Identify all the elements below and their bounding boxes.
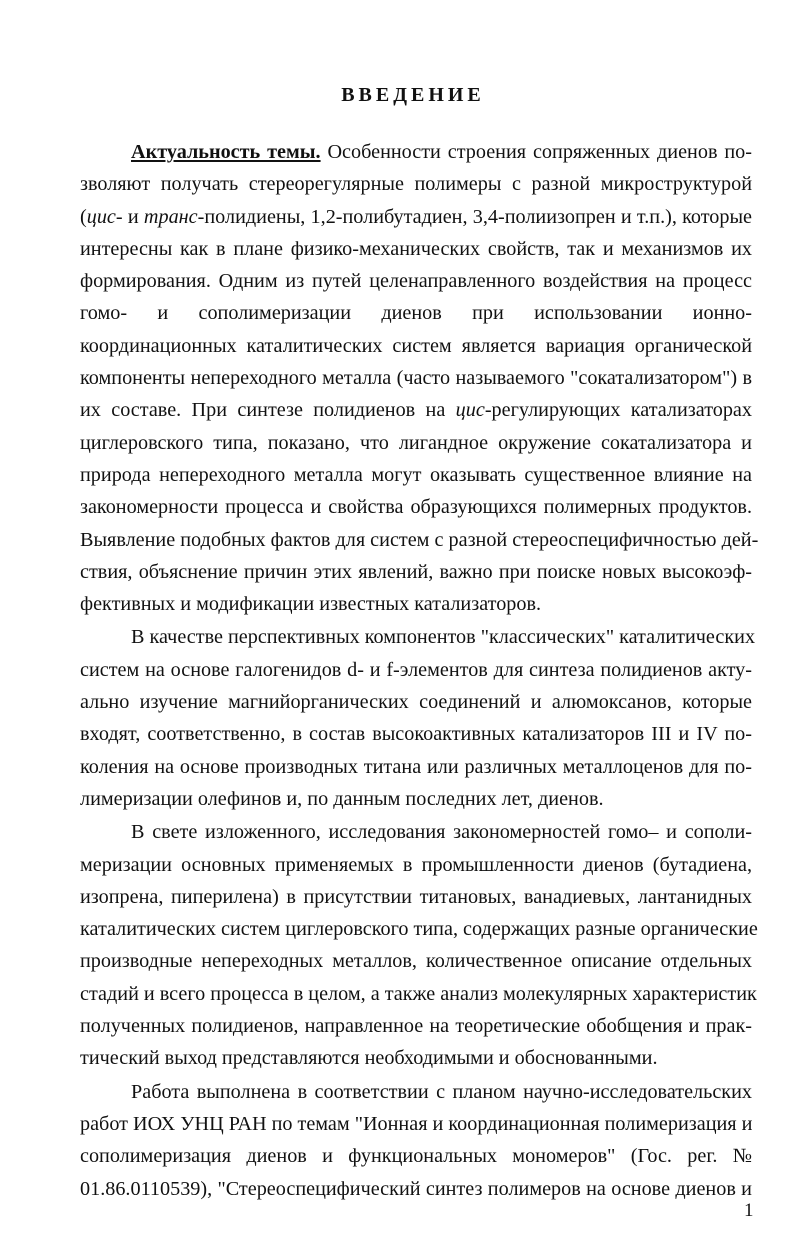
text-segment: компоненты непереходного металла (часто называемого "сокатализатором") в (80, 367, 752, 390)
text-line (80, 362, 752, 394)
text-segment: В качестве перспективных компонентов "классических" каталитических (131, 626, 756, 649)
page-number: 1 (744, 1200, 754, 1221)
text-segment: коления на основе производных титана или различных металлоценов для по- (80, 755, 752, 778)
text-line (80, 297, 752, 329)
text-segment: ствия, объяснение причин этих явлений, важно при поиске новых высокоэф- (80, 560, 752, 583)
text-segment: циглеровского типа, показано, что лигандное окружение сокатализатора и (80, 431, 752, 454)
text-line (80, 913, 758, 945)
text-line (80, 621, 756, 653)
text-segment: стадий и всего процесса в целом, а также анализ молекулярных характеристик (80, 982, 757, 1005)
text-segment: входят, соответственно, в состав высокоактивных катализаторов III и IV по- (80, 723, 752, 746)
text-line (80, 491, 752, 523)
text-line (80, 556, 752, 588)
text-line (80, 654, 752, 686)
section-heading: Актуальность темы. (131, 141, 321, 163)
text-segment: Работа выполнена в соответствии с планом научно-исследовательских (131, 1080, 752, 1103)
text-line (80, 1076, 752, 1108)
text-segment: природа непереходного металла могут оказывать существенное влияние на (80, 463, 752, 486)
text-segment: В свете изложенного, исследования закономерностей гомо– и сополи- (131, 821, 752, 844)
text-segment: меризации основных применяемых в промышленности диенов (бутадиена, (80, 853, 752, 876)
text-segment: производные непереходных металлов, количественное описание отдельных (80, 950, 752, 973)
text-line (80, 524, 759, 556)
text-segment: 01.86.0110539), "Стереоспецифический синтез полимеров на основе диенов и (80, 1177, 752, 1200)
text-segment: каталитических систем циглеровского типа, содержащих разные органические (80, 918, 758, 941)
italic-term: транс- (143, 205, 205, 228)
italic-term: цис (455, 399, 485, 422)
text-line (80, 1108, 752, 1140)
text-line (80, 783, 752, 815)
text-line (80, 330, 752, 362)
italic-term: цис- (86, 205, 123, 228)
text-line (80, 588, 752, 620)
text-segment: гомо- и сополимеризации диенов при использовании ионно- (80, 302, 752, 325)
text-line (80, 394, 752, 426)
text-line (80, 1042, 752, 1074)
text-segment: координационных каталитических систем является вариация органической (80, 334, 752, 357)
text-segment: полидиены, 1,2-полибутадиен, 3,4-полиизопрен и т.п.), которые (204, 205, 752, 228)
text-segment: фективных и модификации известных катализаторов. (80, 593, 542, 616)
text-line (80, 751, 752, 783)
paragraph (80, 816, 758, 1074)
text-segment: ( (80, 205, 87, 228)
paragraph (80, 1076, 752, 1205)
text-segment: интересны как в плане физико-механических свойств, так и механизмов их (80, 237, 752, 260)
text-segment: лимеризации олефинов и, по данным последних лет, диенов. (80, 787, 604, 810)
text-line (80, 945, 752, 977)
paragraph (80, 136, 759, 620)
text-segment: тический выход представляются необходимыми и обоснованными. (80, 1047, 658, 1070)
text-line (80, 1140, 752, 1172)
text-segment: работ ИОХ УНЦ РАН по темам "Ионная и координационная полимеризация и (80, 1112, 753, 1135)
text-segment: Особенности строения сопряженных диенов по- (320, 141, 752, 163)
text-line (80, 718, 752, 750)
text-segment: формирования. Одним из путей целенаправленного воздействия на процесс (80, 270, 752, 293)
text-segment: систем на основе галогенидов d- и f-элементов для синтеза полидиенов акту- (80, 658, 752, 681)
paragraph (80, 621, 756, 815)
text-line (80, 168, 752, 200)
text-line (80, 686, 752, 718)
text-segment: зволяют получать стереорегулярные полимеры с разной микроструктурой (80, 173, 752, 196)
text-line (80, 1010, 752, 1042)
text-segment: закономерности процесса и свойства образующихся полимерных продуктов. (80, 496, 752, 519)
text-line (80, 459, 752, 491)
text-segment: сополимеризация диенов и функциональных мономеров" (Гос. рег. № (80, 1145, 752, 1168)
text-line (80, 881, 752, 913)
text-line (80, 233, 752, 265)
text-line (80, 136, 752, 168)
text-line (80, 849, 752, 881)
text-line (80, 978, 757, 1010)
text-segment: Выявление подобных фактов для систем с разной стереоспецифичностью дей- (80, 528, 759, 551)
text-line (80, 816, 752, 848)
document-body (80, 136, 759, 1206)
text-line (80, 265, 752, 297)
page-title: ВВЕДЕНИЕ (341, 84, 485, 106)
text-segment: и (122, 205, 144, 228)
text-segment: изопрена, пиперилена) в присутствии титановых, ванадиевых, лантанидных (80, 885, 752, 908)
text-line (80, 201, 752, 233)
text-segment: -регулирующих катализаторах (484, 399, 752, 422)
text-segment: их составе. При синтезе полидиенов на (80, 399, 456, 422)
text-line (80, 427, 752, 459)
text-segment: ально изучение магнийорганических соединений и алюмоксанов, которые (80, 691, 752, 714)
text-line (80, 1173, 752, 1205)
text-segment: полученных полидиенов, направленное на теоретические обобщения и прак- (80, 1015, 752, 1038)
